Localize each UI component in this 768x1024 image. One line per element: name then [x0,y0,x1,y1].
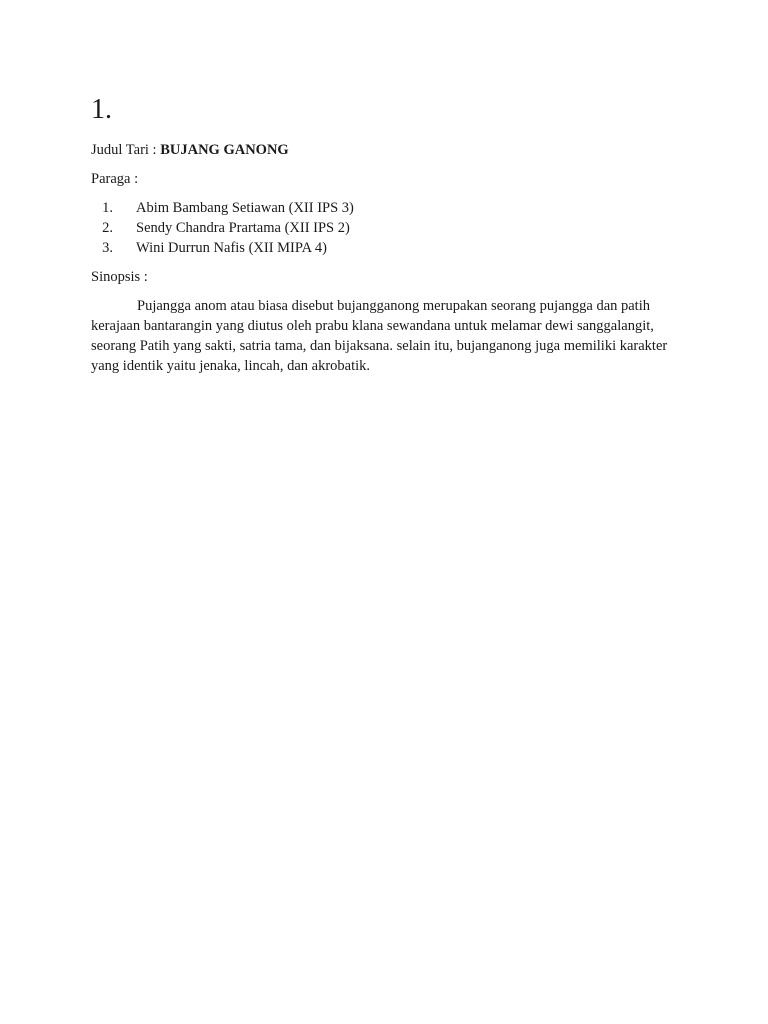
dance-title-label: Judul Tari : [91,142,157,158]
cast-label: Paraga : [91,171,139,187]
cast-item-text: Abim Bambang Setiawan (XII IPS 3) [136,200,354,216]
synopsis-paragraph: Pujangga anom atau biasa disebut bujangganong merupakan seorang pujangga dan patih kerajaan bantarangin yang diutus oleh prabu klana sewandana untuk melamar dewi sanggalangit, seorang Patih yang sakti, satria tama, dan bijaksana. selain itu, bujanganong juga memiliki karakter yang identik yaitu jenaka, lincah, dan akrobatik. [91,298,668,374]
dance-title-value: BUJANG GANONG [160,142,289,158]
cast-list-wrapper [91,198,681,258]
cast-item-number: 1. [102,200,113,216]
cast-item-text: Wini Durrun Nafis (XII MIPA 4) [136,240,327,256]
cast-item-text: Sendy Chandra Prartama (XII IPS 2) [136,220,350,236]
document-content [91,92,681,376]
cast-item-number: 2. [102,220,113,236]
cast-item-number: 3. [102,240,113,256]
cast-list [91,198,681,258]
synopsis-label: Sinopsis : [91,269,148,285]
cast-list-item [91,218,681,238]
section-number-heading: 1. [91,94,112,125]
cast-list-item [91,238,681,258]
cast-list-item [91,198,681,218]
dance-title-line [91,140,681,160]
